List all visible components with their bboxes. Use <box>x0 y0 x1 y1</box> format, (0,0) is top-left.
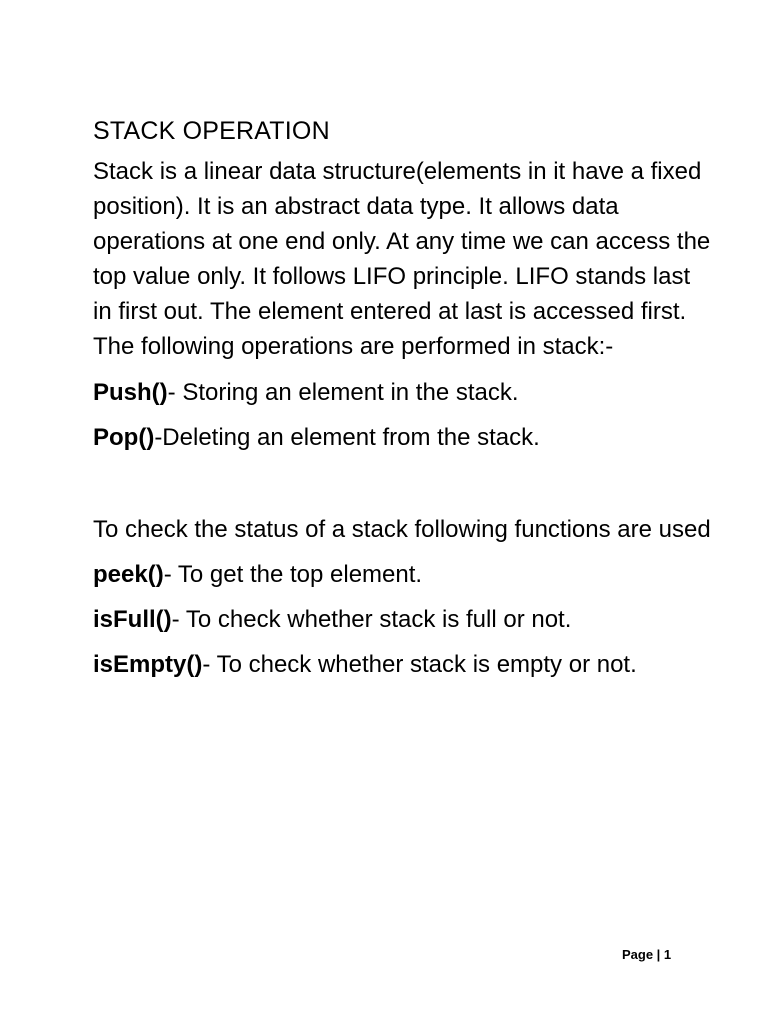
function-description: - To get the top element. <box>163 561 423 588</box>
page-number-footer: Page | 1 <box>622 947 672 962</box>
function-name: isEmpty() <box>93 651 203 678</box>
function-name: peek() <box>93 561 164 588</box>
operation-description: - Storing an element in the stack. <box>167 379 519 406</box>
blank-line <box>93 454 713 514</box>
function-peek <box>93 559 713 591</box>
function-isempty <box>93 649 713 681</box>
operation-description: -Deleting an element from the stack. <box>154 424 540 451</box>
function-description: - To check whether stack is full or not. <box>171 606 572 633</box>
intro-paragraph: Stack is a linear data structure(elements in it have a fixed position). It is an abstract data type. It allows data operations at one end only. At any time we can access the top value only. It follows LIFO principle. LIFO stands last in first out. The element entered at last is accessed first. The following operations are performed in stack:- <box>93 158 711 360</box>
function-isfull <box>93 604 713 636</box>
operation-name: Push() <box>93 379 168 406</box>
operation-push <box>93 377 713 409</box>
page-title: STACK OPERATION <box>93 117 330 145</box>
operation-pop <box>93 422 713 454</box>
function-name: isFull() <box>93 606 172 633</box>
operation-name: Pop() <box>93 424 155 451</box>
document-body <box>93 113 713 681</box>
function-description: - To check whether stack is empty or not. <box>202 651 637 678</box>
status-intro-paragraph: To check the status of a stack following functions are used <box>93 516 711 543</box>
